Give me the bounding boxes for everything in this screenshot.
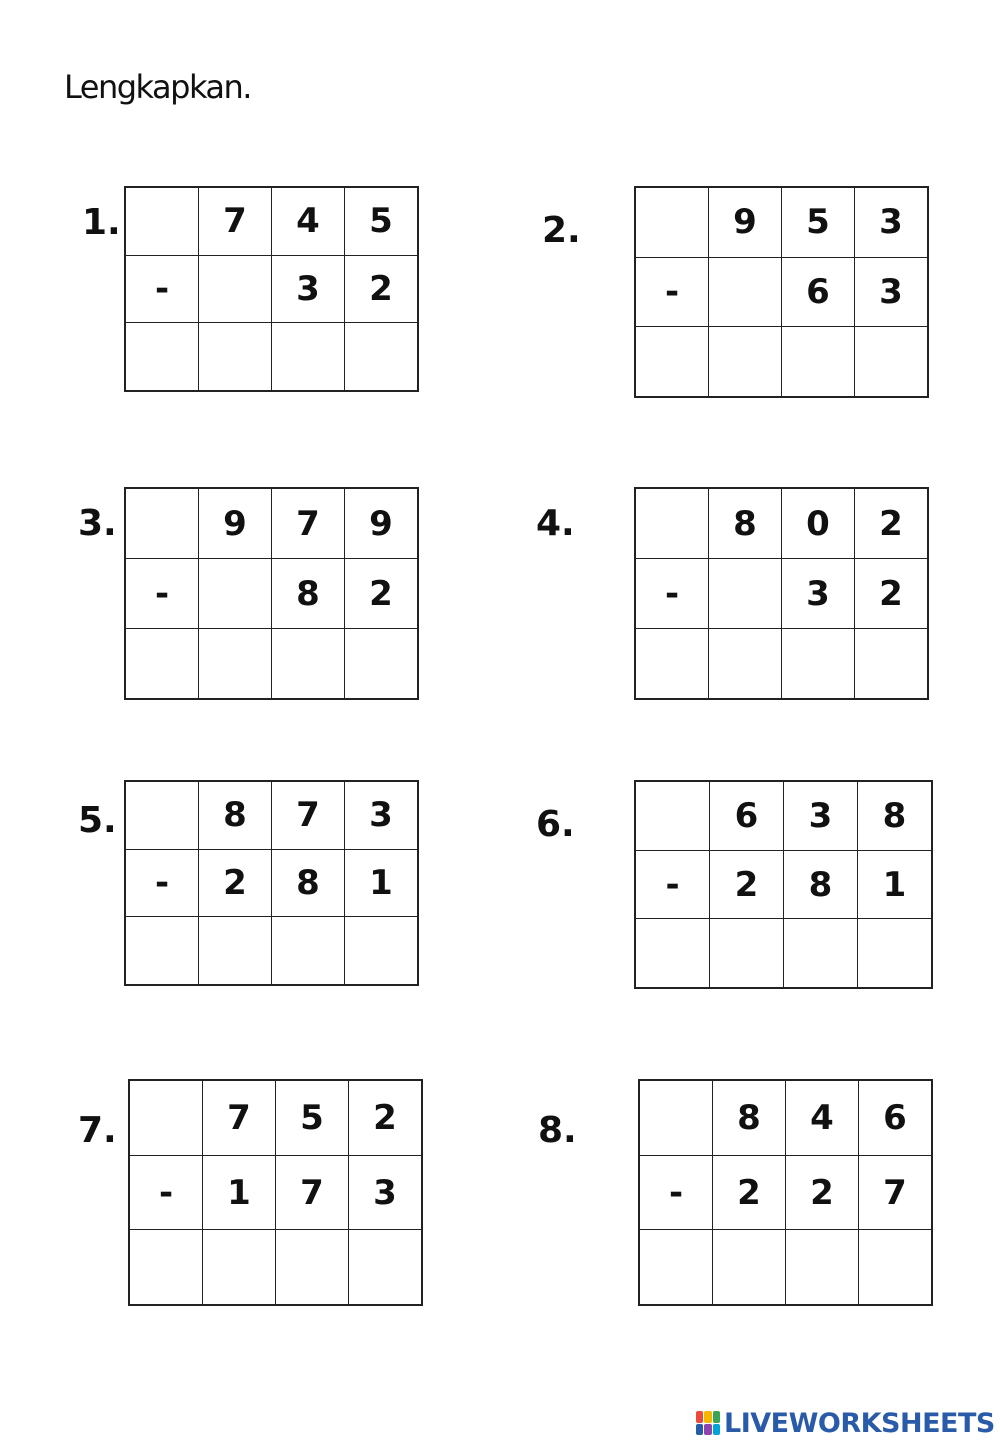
answer-row: [635, 919, 932, 988]
answer-cell[interactable]: [782, 327, 855, 397]
problem-number: 5.: [78, 800, 117, 841]
answer-row: [125, 917, 418, 985]
digit-cell: 2: [199, 849, 272, 917]
digit-cell: 2: [710, 850, 784, 919]
minuend-row: [635, 781, 932, 850]
liveworksheets-logo-icon: [696, 1411, 720, 1435]
answer-row: [635, 629, 928, 700]
minus-sign: -: [635, 850, 710, 919]
minuend-row: [125, 488, 418, 559]
empty-cell: [709, 257, 782, 327]
minus-sign: -: [125, 849, 199, 917]
minus-sign: -: [129, 1155, 203, 1230]
digit-cell: 2: [786, 1155, 859, 1230]
answer-cell[interactable]: [782, 629, 855, 700]
answer-cell[interactable]: [272, 323, 345, 391]
empty-cell: [709, 559, 782, 629]
answer-row: [635, 327, 928, 397]
answer-cell[interactable]: [859, 1230, 933, 1305]
digit-cell: 9: [199, 488, 272, 559]
digit-cell: 7: [276, 1155, 349, 1230]
subtrahend-row: [635, 559, 928, 629]
answer-cell[interactable]: [345, 323, 419, 391]
digit-cell: 1: [345, 849, 419, 917]
answer-cell[interactable]: [635, 327, 709, 397]
problem-number: 4.: [536, 503, 575, 544]
empty-cell: [125, 488, 199, 559]
digit-cell: 4: [272, 187, 345, 255]
minus-sign: -: [639, 1155, 713, 1230]
subtraction-grid: [638, 1079, 933, 1306]
digit-cell: 3: [855, 257, 929, 327]
digit-cell: 2: [855, 488, 929, 559]
digit-cell: 8: [272, 849, 345, 917]
subtraction-grid: [128, 1079, 423, 1306]
digit-cell: 5: [782, 187, 855, 257]
digit-cell: 3: [782, 559, 855, 629]
answer-cell[interactable]: [199, 917, 272, 985]
answer-cell[interactable]: [125, 917, 199, 985]
digit-cell: 8: [784, 850, 858, 919]
minuend-row: [129, 1080, 422, 1155]
subtraction-grid: [634, 186, 929, 398]
empty-cell: [199, 255, 272, 323]
empty-cell: [125, 187, 199, 255]
minus-sign: -: [125, 559, 199, 629]
subtraction-grid: [124, 186, 419, 392]
answer-cell[interactable]: [784, 919, 858, 988]
empty-cell: [199, 559, 272, 629]
answer-row: [129, 1230, 422, 1305]
subtrahend-row: [125, 255, 418, 323]
digit-cell: 7: [203, 1080, 276, 1155]
digit-cell: 6: [859, 1080, 933, 1155]
minuend-row: [635, 187, 928, 257]
digit-cell: 1: [203, 1155, 276, 1230]
digit-cell: 8: [713, 1080, 786, 1155]
answer-cell[interactable]: [345, 629, 419, 700]
answer-row: [125, 323, 418, 391]
digit-cell: 2: [345, 255, 419, 323]
answer-cell[interactable]: [855, 327, 929, 397]
digit-cell: 7: [272, 488, 345, 559]
answer-cell[interactable]: [713, 1230, 786, 1305]
answer-cell[interactable]: [639, 1230, 713, 1305]
subtrahend-row: [639, 1155, 932, 1230]
answer-cell[interactable]: [710, 919, 784, 988]
minuend-row: [125, 781, 418, 849]
problem-number: 8.: [538, 1110, 577, 1151]
digit-cell: 3: [272, 255, 345, 323]
minus-sign: -: [635, 559, 709, 629]
liveworksheets-branding[interactable]: [696, 1406, 995, 1440]
minus-sign: -: [125, 255, 199, 323]
digit-cell: 5: [345, 187, 419, 255]
subtraction-grid: [634, 780, 933, 989]
digit-cell: 9: [709, 187, 782, 257]
answer-cell[interactable]: [858, 919, 933, 988]
brand-name: LIVEWORKSHEETS: [724, 1407, 995, 1439]
subtrahend-row: [635, 850, 932, 919]
empty-cell: [635, 781, 710, 850]
digit-cell: 9: [345, 488, 419, 559]
digit-cell: 7: [859, 1155, 933, 1230]
answer-cell[interactable]: [276, 1230, 349, 1305]
digit-cell: 7: [272, 781, 345, 849]
answer-cell[interactable]: [635, 629, 709, 700]
minuend-row: [639, 1080, 932, 1155]
subtrahend-row: [129, 1155, 422, 1230]
answer-cell[interactable]: [199, 629, 272, 700]
digit-cell: 6: [710, 781, 784, 850]
answer-cell[interactable]: [129, 1230, 203, 1305]
answer-row: [125, 629, 418, 700]
problem-number: 1.: [82, 202, 121, 243]
answer-cell[interactable]: [709, 629, 782, 700]
minuend-row: [125, 187, 418, 255]
digit-cell: 2: [855, 559, 929, 629]
answer-cell[interactable]: [855, 629, 929, 700]
digit-cell: 0: [782, 488, 855, 559]
digit-cell: 8: [858, 781, 933, 850]
answer-cell[interactable]: [125, 629, 199, 700]
answer-cell[interactable]: [345, 917, 419, 985]
digit-cell: 6: [782, 257, 855, 327]
answer-cell[interactable]: [199, 323, 272, 391]
digit-cell: 8: [272, 559, 345, 629]
empty-cell: [125, 781, 199, 849]
subtrahend-row: [635, 257, 928, 327]
answer-cell[interactable]: [272, 629, 345, 700]
subtrahend-row: [125, 849, 418, 917]
digit-cell: 3: [345, 781, 419, 849]
digit-cell: 8: [199, 781, 272, 849]
digit-cell: 3: [349, 1155, 423, 1230]
problem-number: 3.: [78, 503, 117, 544]
digit-cell: 2: [713, 1155, 786, 1230]
digit-cell: 3: [784, 781, 858, 850]
digit-cell: 2: [349, 1080, 423, 1155]
digit-cell: 4: [786, 1080, 859, 1155]
minus-sign: -: [635, 257, 709, 327]
empty-cell: [639, 1080, 713, 1155]
empty-cell: [635, 187, 709, 257]
subtrahend-row: [125, 559, 418, 629]
answer-cell[interactable]: [272, 917, 345, 985]
problem-number: 2.: [542, 210, 581, 251]
answer-cell[interactable]: [349, 1230, 423, 1305]
problem-number: 7.: [78, 1110, 117, 1151]
digit-cell: 2: [345, 559, 419, 629]
instruction-text: Lengkapkan.: [64, 68, 251, 106]
answer-cell[interactable]: [203, 1230, 276, 1305]
answer-cell[interactable]: [635, 919, 710, 988]
digit-cell: 5: [276, 1080, 349, 1155]
answer-cell[interactable]: [125, 323, 199, 391]
subtraction-grid: [124, 487, 419, 700]
minuend-row: [635, 488, 928, 559]
subtraction-grid: [124, 780, 419, 986]
digit-cell: 3: [855, 187, 929, 257]
digit-cell: 8: [709, 488, 782, 559]
problem-number: 6.: [536, 804, 575, 845]
empty-cell: [129, 1080, 203, 1155]
answer-row: [639, 1230, 932, 1305]
subtraction-grid: [634, 487, 929, 700]
digit-cell: 1: [858, 850, 933, 919]
digit-cell: 7: [199, 187, 272, 255]
answer-cell[interactable]: [709, 327, 782, 397]
empty-cell: [635, 488, 709, 559]
answer-cell[interactable]: [786, 1230, 859, 1305]
